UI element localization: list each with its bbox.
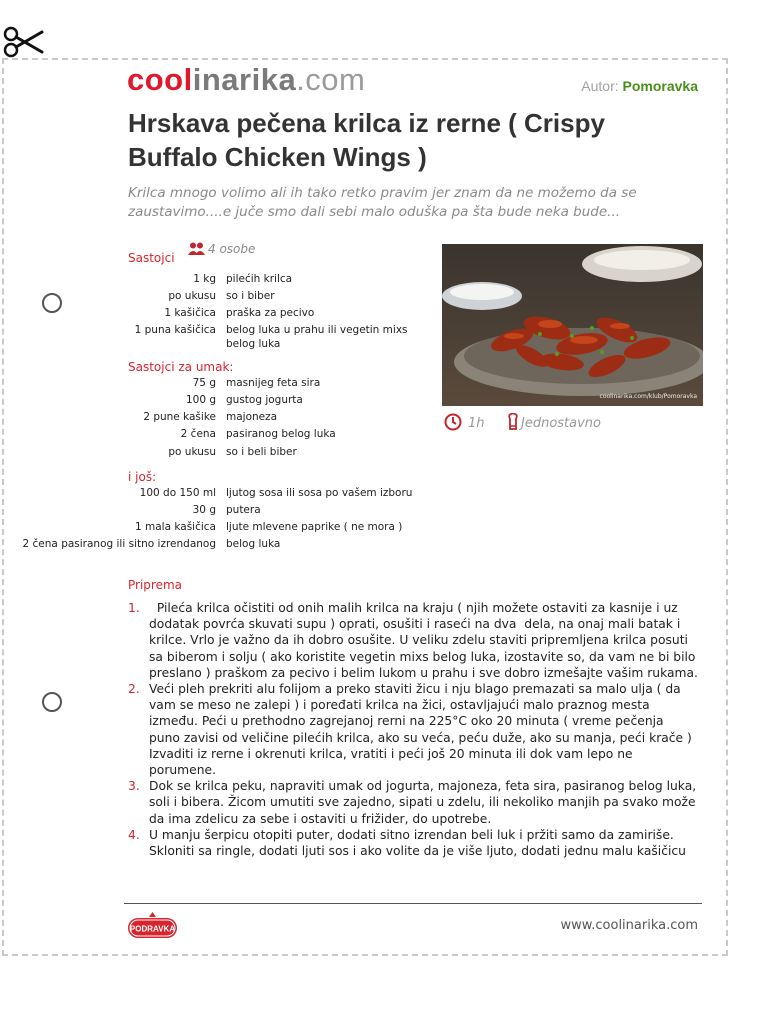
ingredient-amount: 1 puna kašičica — [134, 324, 216, 336]
ingredient-row — [0, 410, 420, 427]
ingredient-row — [0, 520, 420, 537]
ingredient-amount: po ukusu — [168, 290, 216, 302]
ingredient-row — [0, 486, 420, 503]
ingredient-row — [0, 393, 420, 410]
ingredient-name: praška za pecivo — [226, 307, 315, 319]
people-icon — [188, 242, 206, 255]
author-label: Autor: — [581, 78, 623, 94]
author — [581, 78, 698, 94]
scissors-icon — [2, 22, 46, 62]
ingredient-amount: 1 mala kašičica — [135, 521, 216, 533]
preparation-steps — [128, 600, 698, 859]
step — [128, 600, 698, 681]
author-name[interactable]: Pomoravka — [622, 78, 698, 94]
step-number: 2. — [128, 682, 140, 697]
ingredient-name: ljute mlevene paprike ( ne mora ) — [226, 521, 403, 533]
ingredient-row — [0, 289, 420, 306]
prep-time-value: 1h — [468, 416, 485, 431]
step-number: 3. — [128, 779, 140, 794]
ingredient-name: putera — [226, 504, 261, 516]
logo-part: .com — [296, 62, 366, 97]
podravka-logo[interactable] — [127, 910, 178, 942]
ingredient-amount: 1 kašičica — [164, 307, 216, 319]
recipe-photo[interactable] — [442, 244, 703, 406]
ingredient-amount: 2 čena pasiranog ili sitno izrendanog — [22, 538, 216, 550]
ingredient-amount: 30 g — [192, 504, 216, 516]
step — [128, 681, 698, 778]
ingredient-name: belog luka u prahu ili vegetin mixs belog luka — [226, 324, 408, 350]
logo-part: cool — [127, 62, 193, 97]
servings — [188, 242, 255, 256]
ingredient-name: pasiranog belog luka — [226, 428, 336, 440]
difficulty-value: Jednostavno — [521, 416, 601, 431]
sauce-heading: Sastojci za umak: — [128, 360, 234, 374]
ingredient-amount: po ukusu — [168, 446, 216, 458]
ingredient-row — [0, 376, 420, 393]
ingredient-name: majoneza — [226, 411, 278, 423]
servings-value: 4 osobe — [208, 242, 256, 256]
step — [128, 778, 698, 827]
step-text: U manju šerpicu otopiti puter, dodati sitno izrendan beli luk i pržiti samo da zamiriše. Skloniti sa ringle, dodati ljuti sos i ako volite da je više ljuto, dodati jednu malu kašičicu — [149, 827, 686, 859]
podravka-logo-text: PODRAVKA — [129, 924, 176, 934]
step-text: Pileća krilca očistiti od onih malih krilca na kraju ( njih možete ostaviti za kasnije i uz dodatak povrća skuvati supu ) oprati, osušiti i raseći na dva dela, na onaj mali batak i krilce. Vrlo je važno da ih dobro osušite. U veliku zdelu staviti pripremljena krilca posuti sa biberom i solju ( ako koristite vegetin mixs belog luka, izostavite so, da vam ne bi bilo preslano ) praškom za pecivo i belim lukom u prahu i sve dobro izmešajte vašim rukama. — [149, 601, 700, 680]
step-number: 1. — [128, 601, 140, 615]
punch-hole — [42, 692, 62, 712]
clock-icon — [444, 413, 462, 431]
ingredient-name: so i beli biber — [226, 446, 297, 458]
ingredient-name: so i biber — [226, 290, 275, 302]
recipe-title: Hrskava pečena krilca iz rerne ( Crispy Buffalo Chicken Wings ) — [128, 108, 605, 172]
step — [128, 827, 698, 859]
logo-part: inarika — [192, 62, 297, 97]
ingredients-heading: Sastojci — [128, 251, 175, 265]
ingredient-amount: 2 pune kašike — [143, 411, 216, 423]
ingredient-name: belog luka — [226, 538, 281, 550]
step-number: 4. — [128, 827, 140, 842]
ingredient-row — [0, 537, 420, 554]
ingredient-row — [0, 503, 420, 520]
preparation-heading: Priprema — [128, 578, 183, 592]
ingredient-amount: 1 kg — [193, 273, 216, 285]
ingredient-name: pilećih krilca — [226, 273, 293, 285]
ingredient-row — [0, 306, 420, 323]
step-text: Dok se krilca peku, napraviti umak od jogurta, majoneza, feta sira, pasiranog belog luka, soli i bibera. Žicom umutiti sve zajedno, sipati u zdelu, ili nekoliko manjih pa svako može da ima zdelicu za sebe i ostaviti u frižider, do upotrebe. — [149, 779, 697, 826]
photo-caption: coolinarika.com/klub/Pomoravka — [599, 393, 697, 400]
ingredient-row — [0, 323, 420, 353]
chef-hat-icon — [507, 413, 519, 431]
coolinarika-logo[interactable] — [127, 62, 365, 98]
ingredient-amount: 75 g — [192, 377, 216, 389]
ingredient-amount: 2 čena — [180, 428, 216, 440]
ingredient-row — [0, 445, 420, 462]
ingredient-amount: 100 do 150 ml — [139, 487, 216, 499]
ingredient-name: ljutog sosa ili sosa po vašem izboru — [226, 487, 413, 499]
footer-divider — [124, 903, 702, 904]
ingredient-row — [0, 427, 420, 444]
prep-time — [444, 413, 485, 431]
recipe-intro: Krilca mnogo volimo ali ih tako retko pravim jer znam da ne možemo da se zaustavimo....e juče smo dali sebi malo oduška pa šta bude neka bude... — [128, 185, 637, 220]
chicken-wings-image — [442, 244, 703, 406]
extra-heading: i još: — [128, 470, 157, 484]
difficulty — [507, 413, 601, 431]
ingredient-name: gustog jogurta — [226, 394, 303, 406]
step-text: Veći pleh prekriti alu folijom a preko staviti žicu i nju blago premazati sa malo ulja ( da vam se meso ne zalepi ) i poređati krilca na žici, ostavljajući malo praznog mesta između. Peći u prethodno zagrejanoj rerni na 225°C oko 20 minuta ( vreme pečenja puno zavisi od veličine pilećih krilca, ako su veća, peću duže, ako su manja, peći krače ) Izvaditi iz rerne i okrenuti krilca, vratiti i peći još 20 minuta ili dok vam lepo ne porumene. — [149, 682, 692, 778]
ingredient-amount: 100 g — [185, 394, 216, 406]
ingredient-name: masnijeg feta sira — [226, 377, 321, 389]
site-url[interactable]: www.coolinarika.com — [560, 918, 698, 933]
ingredient-row — [0, 272, 420, 289]
